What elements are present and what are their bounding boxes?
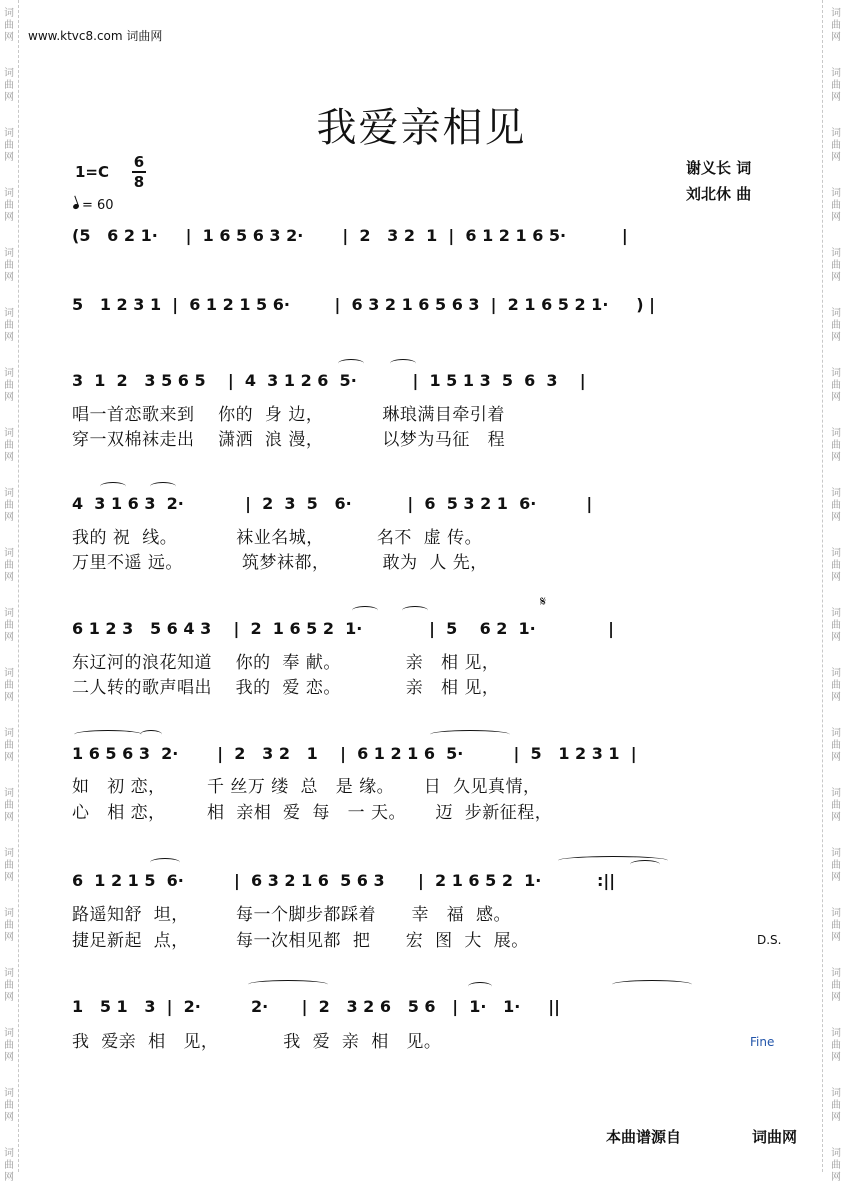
lyric-line-6b: 心 相 恋， 相 亲相 爱 每 一 天。 迈 步新征程，	[72, 803, 553, 823]
slur	[150, 482, 176, 491]
watermark-glyph: 网	[4, 812, 14, 823]
watermark-glyph: 词	[4, 188, 14, 199]
lyric-line-5a: 东辽河的浪花知道 你的 奉 献。 亲 相 见，	[72, 653, 500, 673]
watermark-glyph: 曲	[4, 320, 14, 331]
watermark-glyph: 词	[4, 248, 14, 259]
tie	[248, 980, 328, 989]
ds-mark: D.S.	[757, 933, 782, 947]
watermark-glyph: 词	[831, 968, 841, 979]
watermark-glyph: 词	[4, 68, 14, 79]
watermark-glyph: 网	[4, 392, 14, 403]
watermark-glyph: 词	[831, 128, 841, 139]
watermark-glyph: 曲	[831, 620, 841, 631]
watermark-glyph: 曲	[831, 440, 841, 451]
lyricist-credit: 谢义长 词	[686, 159, 752, 177]
watermark-glyph: 词	[4, 848, 14, 859]
right-dashed-border	[822, 0, 823, 1172]
tie	[612, 980, 692, 989]
watermark-glyph: 词	[831, 548, 841, 559]
watermark-glyph: 网	[4, 92, 14, 103]
watermark-glyph: 曲	[4, 80, 14, 91]
watermark-glyph: 网	[831, 392, 841, 403]
watermark-glyph: 网	[4, 872, 14, 883]
watermark-glyph: 词	[4, 1148, 14, 1159]
watermark-glyph: 曲	[831, 920, 841, 931]
slur	[402, 606, 428, 615]
watermark-glyph: 网	[831, 752, 841, 763]
lyric-line-3b: 穿一双棉袜走出 潇洒 浪 漫， 以梦为马征 程	[72, 430, 506, 450]
tempo-marking	[73, 198, 114, 213]
watermark-glyph: 曲	[4, 140, 14, 151]
music-line-7: 6 1 2 1 5 6· | 6 3 2 1 6 5 6 3 | 2 1 6 5 2 1· :||	[72, 871, 616, 890]
watermark-glyph: 曲	[831, 560, 841, 571]
watermark-glyph: 网	[4, 452, 14, 463]
watermark-glyph: 曲	[4, 1160, 14, 1171]
watermark-glyph: 网	[4, 572, 14, 583]
watermark-glyph: 曲	[831, 980, 841, 991]
watermark-glyph: 词	[831, 428, 841, 439]
watermark-glyph: 曲	[4, 380, 14, 391]
watermark-glyph: 曲	[4, 980, 14, 991]
slur	[352, 606, 378, 615]
watermark-glyph: 网	[831, 572, 841, 583]
watermark-glyph: 网	[831, 32, 841, 43]
watermark-glyph: 词	[831, 248, 841, 259]
watermark-glyph: 网	[831, 692, 841, 703]
watermark-glyph: 词	[831, 1028, 841, 1039]
slur	[630, 860, 660, 869]
time-signature-bottom: 8	[133, 173, 145, 191]
watermark-glyph: 词	[4, 788, 14, 799]
watermark-glyph: 曲	[4, 260, 14, 271]
watermark-glyph: 网	[4, 512, 14, 523]
watermark-glyph: 网	[831, 152, 841, 163]
time-signature-top: 6	[133, 153, 145, 171]
watermark-glyph: 词	[831, 848, 841, 859]
fine-mark: Fine	[750, 1035, 775, 1049]
watermark-glyph: 网	[831, 932, 841, 943]
watermark-glyph: 网	[4, 692, 14, 703]
lyric-line-3a: 唱一首恋歌来到 你的 身 边， 琳琅满目牵引着	[72, 405, 505, 425]
slur	[390, 359, 416, 368]
watermark-glyph: 词	[831, 908, 841, 919]
watermark-glyph: 曲	[4, 1040, 14, 1051]
watermark-glyph: 词	[831, 188, 841, 199]
watermark-glyph: 词	[4, 488, 14, 499]
lyric-line-6a: 如 初 恋， 千 丝万 缕 总 是 缘。 日 久见真情，	[72, 777, 541, 797]
left-dashed-border	[18, 0, 19, 1172]
watermark-glyph: 曲	[4, 440, 14, 451]
watermark-glyph: 词	[4, 728, 14, 739]
watermark-glyph: 词	[831, 488, 841, 499]
song-title: 我爱亲相见	[316, 105, 527, 151]
watermark-glyph: 曲	[4, 500, 14, 511]
watermark-glyph: 词	[4, 668, 14, 679]
quarter-note-icon	[72, 203, 79, 210]
right-watermark-column	[827, 0, 843, 1183]
watermark-glyph: 曲	[4, 800, 14, 811]
watermark-glyph: 词	[4, 428, 14, 439]
composer-credit: 刘北休 曲	[686, 185, 752, 203]
key-signature: 1=C	[75, 163, 110, 181]
watermark-glyph: 网	[4, 32, 14, 43]
watermark-glyph: 词	[4, 548, 14, 559]
watermark-glyph: 曲	[4, 200, 14, 211]
watermark-glyph: 网	[4, 272, 14, 283]
watermark-glyph: 词	[4, 368, 14, 379]
music-line-2: 5 1 2 3 1 | 6 1 2 1 5 6· | 6 3 2 1 6 5 6 3 | 2 1 6 5 2 1· ) |	[72, 295, 655, 314]
watermark-glyph: 曲	[831, 1160, 841, 1171]
watermark-glyph: 曲	[831, 380, 841, 391]
slur	[74, 730, 142, 739]
watermark-glyph: 词	[4, 908, 14, 919]
watermark-glyph: 曲	[831, 320, 841, 331]
slur	[140, 730, 162, 739]
watermark-glyph: 曲	[831, 260, 841, 271]
watermark-glyph: 词	[4, 308, 14, 319]
segno-mark: 𝄋	[540, 594, 547, 610]
watermark-glyph: 网	[831, 872, 841, 883]
watermark-glyph: 词	[831, 788, 841, 799]
watermark-glyph: 网	[4, 1172, 14, 1183]
music-line-3: 3 1 2 3 5 6 5 | 4 3 1 2 6 5· | 1 5 1 3 5 6 3 |	[72, 371, 586, 390]
watermark-glyph: 网	[831, 92, 841, 103]
watermark-glyph: 词	[4, 1088, 14, 1099]
watermark-glyph: 词	[4, 8, 14, 19]
watermark-glyph: 网	[831, 332, 841, 343]
watermark-glyph: 词	[831, 308, 841, 319]
watermark-glyph: 网	[831, 1112, 841, 1123]
watermark-glyph: 曲	[4, 1100, 14, 1111]
watermark-glyph: 词	[831, 608, 841, 619]
watermark-glyph: 词	[4, 1028, 14, 1039]
footer-source-text: 本曲谱源自	[606, 1128, 682, 1146]
watermark-glyph: 曲	[4, 740, 14, 751]
watermark-glyph: 网	[831, 452, 841, 463]
lyric-line-7b: 捷足新起 点， 每一次相见都 把 宏 图 大 展。	[72, 931, 529, 951]
watermark-glyph: 网	[831, 632, 841, 643]
lyric-line-5b: 二人转的歌声唱出 我的 爱 恋。 亲 相 见，	[72, 678, 500, 698]
music-line-4: 4 3 1 6 3 2· | 2 3 5 6· | 6 5 3 2 1 6· |	[72, 494, 593, 513]
watermark-glyph: 曲	[831, 1100, 841, 1111]
watermark-glyph: 网	[4, 212, 14, 223]
slur	[430, 730, 510, 739]
watermark-glyph: 网	[4, 932, 14, 943]
watermark-glyph: 曲	[831, 200, 841, 211]
watermark-glyph: 网	[831, 212, 841, 223]
watermark-glyph: 曲	[4, 20, 14, 31]
watermark-glyph: 词	[831, 1088, 841, 1099]
watermark-glyph: 词	[831, 668, 841, 679]
watermark-glyph: 网	[831, 1052, 841, 1063]
watermark-glyph: 词	[831, 728, 841, 739]
time-signature	[132, 154, 146, 190]
watermark-glyph: 曲	[831, 800, 841, 811]
tempo-value: = 60	[82, 198, 114, 213]
watermark-glyph: 曲	[831, 740, 841, 751]
watermark-glyph: 曲	[4, 860, 14, 871]
watermark-glyph: 网	[831, 1172, 841, 1183]
slur	[100, 482, 126, 491]
watermark-glyph: 网	[831, 512, 841, 523]
watermark-glyph: 曲	[831, 860, 841, 871]
lyric-line-4b: 万里不遥 远。 筑梦袜都， 敢为 人 先，	[72, 553, 488, 573]
watermark-glyph: 词	[831, 1148, 841, 1159]
watermark-glyph: 曲	[4, 680, 14, 691]
watermark-glyph: 曲	[831, 680, 841, 691]
slur	[468, 982, 492, 991]
watermark-glyph: 曲	[4, 560, 14, 571]
footer-brand-link[interactable]: 词曲网	[752, 1128, 798, 1146]
watermark-glyph: 词	[4, 128, 14, 139]
watermark-glyph: 曲	[4, 620, 14, 631]
watermark-glyph: 网	[4, 152, 14, 163]
watermark-glyph: 网	[831, 812, 841, 823]
watermark-glyph: 词	[4, 968, 14, 979]
watermark-glyph: 曲	[831, 20, 841, 31]
watermark-glyph: 词	[4, 608, 14, 619]
watermark-glyph: 词	[831, 68, 841, 79]
watermark-glyph: 词	[831, 8, 841, 19]
watermark-glyph: 网	[4, 752, 14, 763]
watermark-glyph: 网	[4, 1052, 14, 1063]
lyric-line-7a: 路遥知舒 坦， 每一个脚步都踩着 幸 福 感。	[72, 905, 511, 925]
watermark-glyph: 网	[4, 992, 14, 1003]
watermark-glyph: 网	[831, 272, 841, 283]
watermark-glyph: 曲	[831, 1040, 841, 1051]
slur	[150, 858, 180, 867]
watermark-glyph: 网	[4, 332, 14, 343]
watermark-glyph: 网	[4, 632, 14, 643]
slur	[338, 359, 364, 368]
music-line-8: 1 5 1 3 | 2· 2· | 2 3 2 6 5 6 | 1· 1· ||	[72, 997, 560, 1016]
music-line-5: 6 1 2 3 5 6 4 3 | 2 1 6 5 2 1· | 5 6 2 1· |	[72, 619, 615, 638]
lyric-line-4a: 我的 祝 线。 袜业名城， 名不 虚 传。	[72, 528, 483, 548]
left-watermark-column	[0, 0, 16, 1183]
lyric-line-8a: 我 爱亲 相 见， 我 爱 亲 相 见。	[72, 1032, 442, 1052]
watermark-glyph: 曲	[4, 920, 14, 931]
site-label[interactable]: www.ktvc8.com 词曲网	[28, 29, 163, 43]
watermark-glyph: 词	[831, 368, 841, 379]
watermark-glyph: 网	[4, 1112, 14, 1123]
watermark-glyph: 曲	[831, 80, 841, 91]
watermark-glyph: 网	[831, 992, 841, 1003]
watermark-glyph: 曲	[831, 500, 841, 511]
music-line-1: (5 6 2 1· | 1 6 5 6 3 2· | 2 3 2 1 | 6 1 2 1 6 5· |	[72, 226, 628, 245]
music-line-6: 1 6 5 6 3 2· | 2 3 2 1 | 6 1 2 1 6 5· | 5 1 2 3 1 |	[72, 744, 637, 763]
watermark-glyph: 曲	[831, 140, 841, 151]
